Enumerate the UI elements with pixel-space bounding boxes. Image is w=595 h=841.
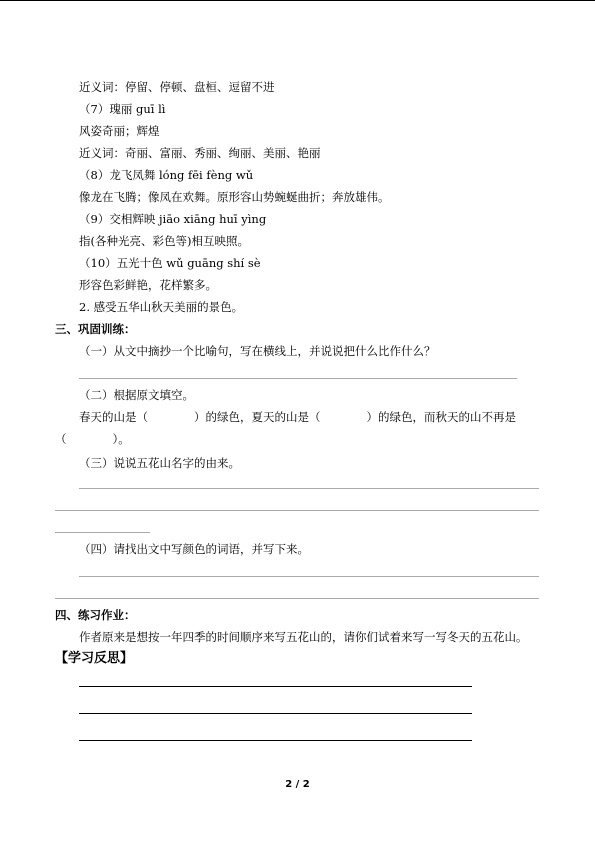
question-2-fill-line-2: （ ）。 xyxy=(55,432,130,446)
section-3-heading: 三、巩固训练： xyxy=(55,322,136,336)
answer-line-q3-3[interactable] xyxy=(55,532,150,533)
definition-longfeifengwu: 像龙在飞腾；像凤在欢舞。原形容山势蜿蜒曲折；奔放雄伟。 xyxy=(79,190,390,204)
synonyms-line-2: 近义词：奇丽、富丽、秀丽、绚丽、美丽、艳丽 xyxy=(79,146,321,160)
question-4: （四）请找出文中写颜色的词语，并写下来。 xyxy=(79,542,309,556)
question-1: （一）从文中摘抄一个比喻句，写在横线上，并说说把什么比作什么？ xyxy=(79,344,436,358)
question-3: （三）说说五花山名字的由来。 xyxy=(79,456,240,470)
answer-line-q1[interactable] xyxy=(79,378,517,379)
word-9-jiaoxianghuiying: （9）交相辉映 jiāo xiāng huī yìng xyxy=(79,212,267,226)
reflection-line-2[interactable] xyxy=(79,713,472,714)
definition-guili: 风姿奇丽；辉煌 xyxy=(79,124,160,138)
section-4-heading: 四、练习作业： xyxy=(55,608,136,622)
question-2: （二）根据原文填空。 xyxy=(79,388,194,402)
definition-jiaoxianghuiying: 指(各种光亮、彩色等)相互映照。 xyxy=(79,234,249,248)
reflection-line-1[interactable] xyxy=(79,686,472,687)
question-2-fill-line-1: 春天的山是（ ）的绿色，夏天的山是（ ）的绿色，而秋天的山不再是 xyxy=(79,410,516,424)
word-10-wuguangshise: （10）五光十色 wǔ guāng shí sè xyxy=(79,256,261,270)
reflection-heading: 【学习反思】 xyxy=(55,651,134,666)
top-rule xyxy=(0,0,595,1)
answer-line-q3-1[interactable] xyxy=(79,488,539,489)
reflection-line-3[interactable] xyxy=(79,740,472,741)
answer-line-q3-2[interactable] xyxy=(55,510,539,511)
homework-task: 作者原来是想按一年四季的时间顺序来写五花山的，请你们试着来写一写冬天的五花山。 xyxy=(79,630,528,644)
word-8-longfeifengwu: （8）龙飞凤舞 lóng fēi fèng wǔ xyxy=(79,168,254,182)
synonyms-line-1: 近义词：停留、停顿、盘桓、逗留不进 xyxy=(79,80,275,94)
page-number: 2 / 2 xyxy=(285,779,310,790)
objective-2: 2. 感受五华山秋天美丽的景色。 xyxy=(79,300,244,314)
definition-wuguangshise: 形容色彩鲜艳，花样繁多。 xyxy=(79,278,217,292)
word-7-guili: （7）瑰丽 guī lì xyxy=(79,102,166,116)
answer-line-q4-1[interactable] xyxy=(79,576,539,577)
answer-line-q4-2[interactable] xyxy=(55,598,539,599)
